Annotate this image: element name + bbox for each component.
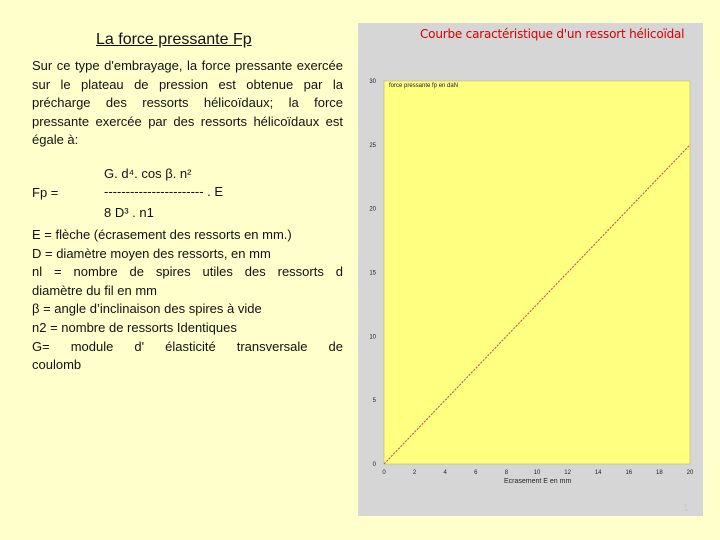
formula-numerator: G. d⁴. cos β. n² [104,166,192,181]
definition-line: β = angle d’inclinaison des spires à vide [32,301,262,317]
x-tick-label: 18 [656,470,663,476]
formula-fraction-bar: ----------------------- . E [104,184,224,199]
definition-line: nl = nombre de spires utiles des ressorts d [32,264,343,280]
y-tick-label: 20 [369,206,376,213]
x-tick-label: 2 [412,470,417,476]
x-tick-label: 14 [594,470,602,476]
x-tick-label: 0 [382,470,386,476]
chart-y-axis-label: force pressante fp en daN [389,83,459,89]
x-tick-label: 20 [686,470,694,476]
definition-line: E = flèche (écrasement des ressorts en mm.) [32,227,292,242]
x-tick-label: 4 [443,470,447,476]
formula-denominator: 8 D³ . n1 [104,205,154,220]
variable-definitions [32,226,343,375]
y-tick-label: 5 [372,398,376,405]
chart-svg [358,23,703,516]
y-tick-label: 30 [369,79,376,85]
definition-line: n2 = nombre de ressorts Identiques [32,319,237,335]
x-tick-label: 8 [504,470,509,476]
x-tick-label: 6 [474,470,478,476]
y-tick-label: 0 [372,462,376,468]
x-tick-label: 12 [564,470,571,476]
page-title: La force pressante Fp [96,31,252,48]
x-tick-label: 16 [625,470,633,476]
definition-line: D = diamètre moyen des ressorts, en mm [32,245,271,261]
chart-title: Courbe caractéristique d'un ressort hélicoïdal [420,27,685,41]
definition-line: coulomb [32,357,82,373]
formula-label: Fp = [32,185,59,200]
chart-x-axis-label: Ecrasement E en mm [504,478,572,485]
chart-panel [358,23,703,516]
definition-line: diamètre du fil en mm [32,282,157,298]
definition-line: G= module d' élasticité transversale de [32,338,343,354]
y-tick-label: 25 [369,142,376,149]
y-tick-label: 15 [369,270,376,277]
x-tick-label: 10 [533,470,541,476]
plot-area [384,81,690,464]
y-tick-label: 10 [369,334,376,341]
page-number: 1 [683,503,689,514]
intro-paragraph: Sur ce type d'embrayage, la force pressante exercée sur le plateau de pression est obtenue par la précharge des ressorts hélicoïdaux; la force pressante exercée par des ressorts hélicoïdaux est égale à: [32,58,343,147]
